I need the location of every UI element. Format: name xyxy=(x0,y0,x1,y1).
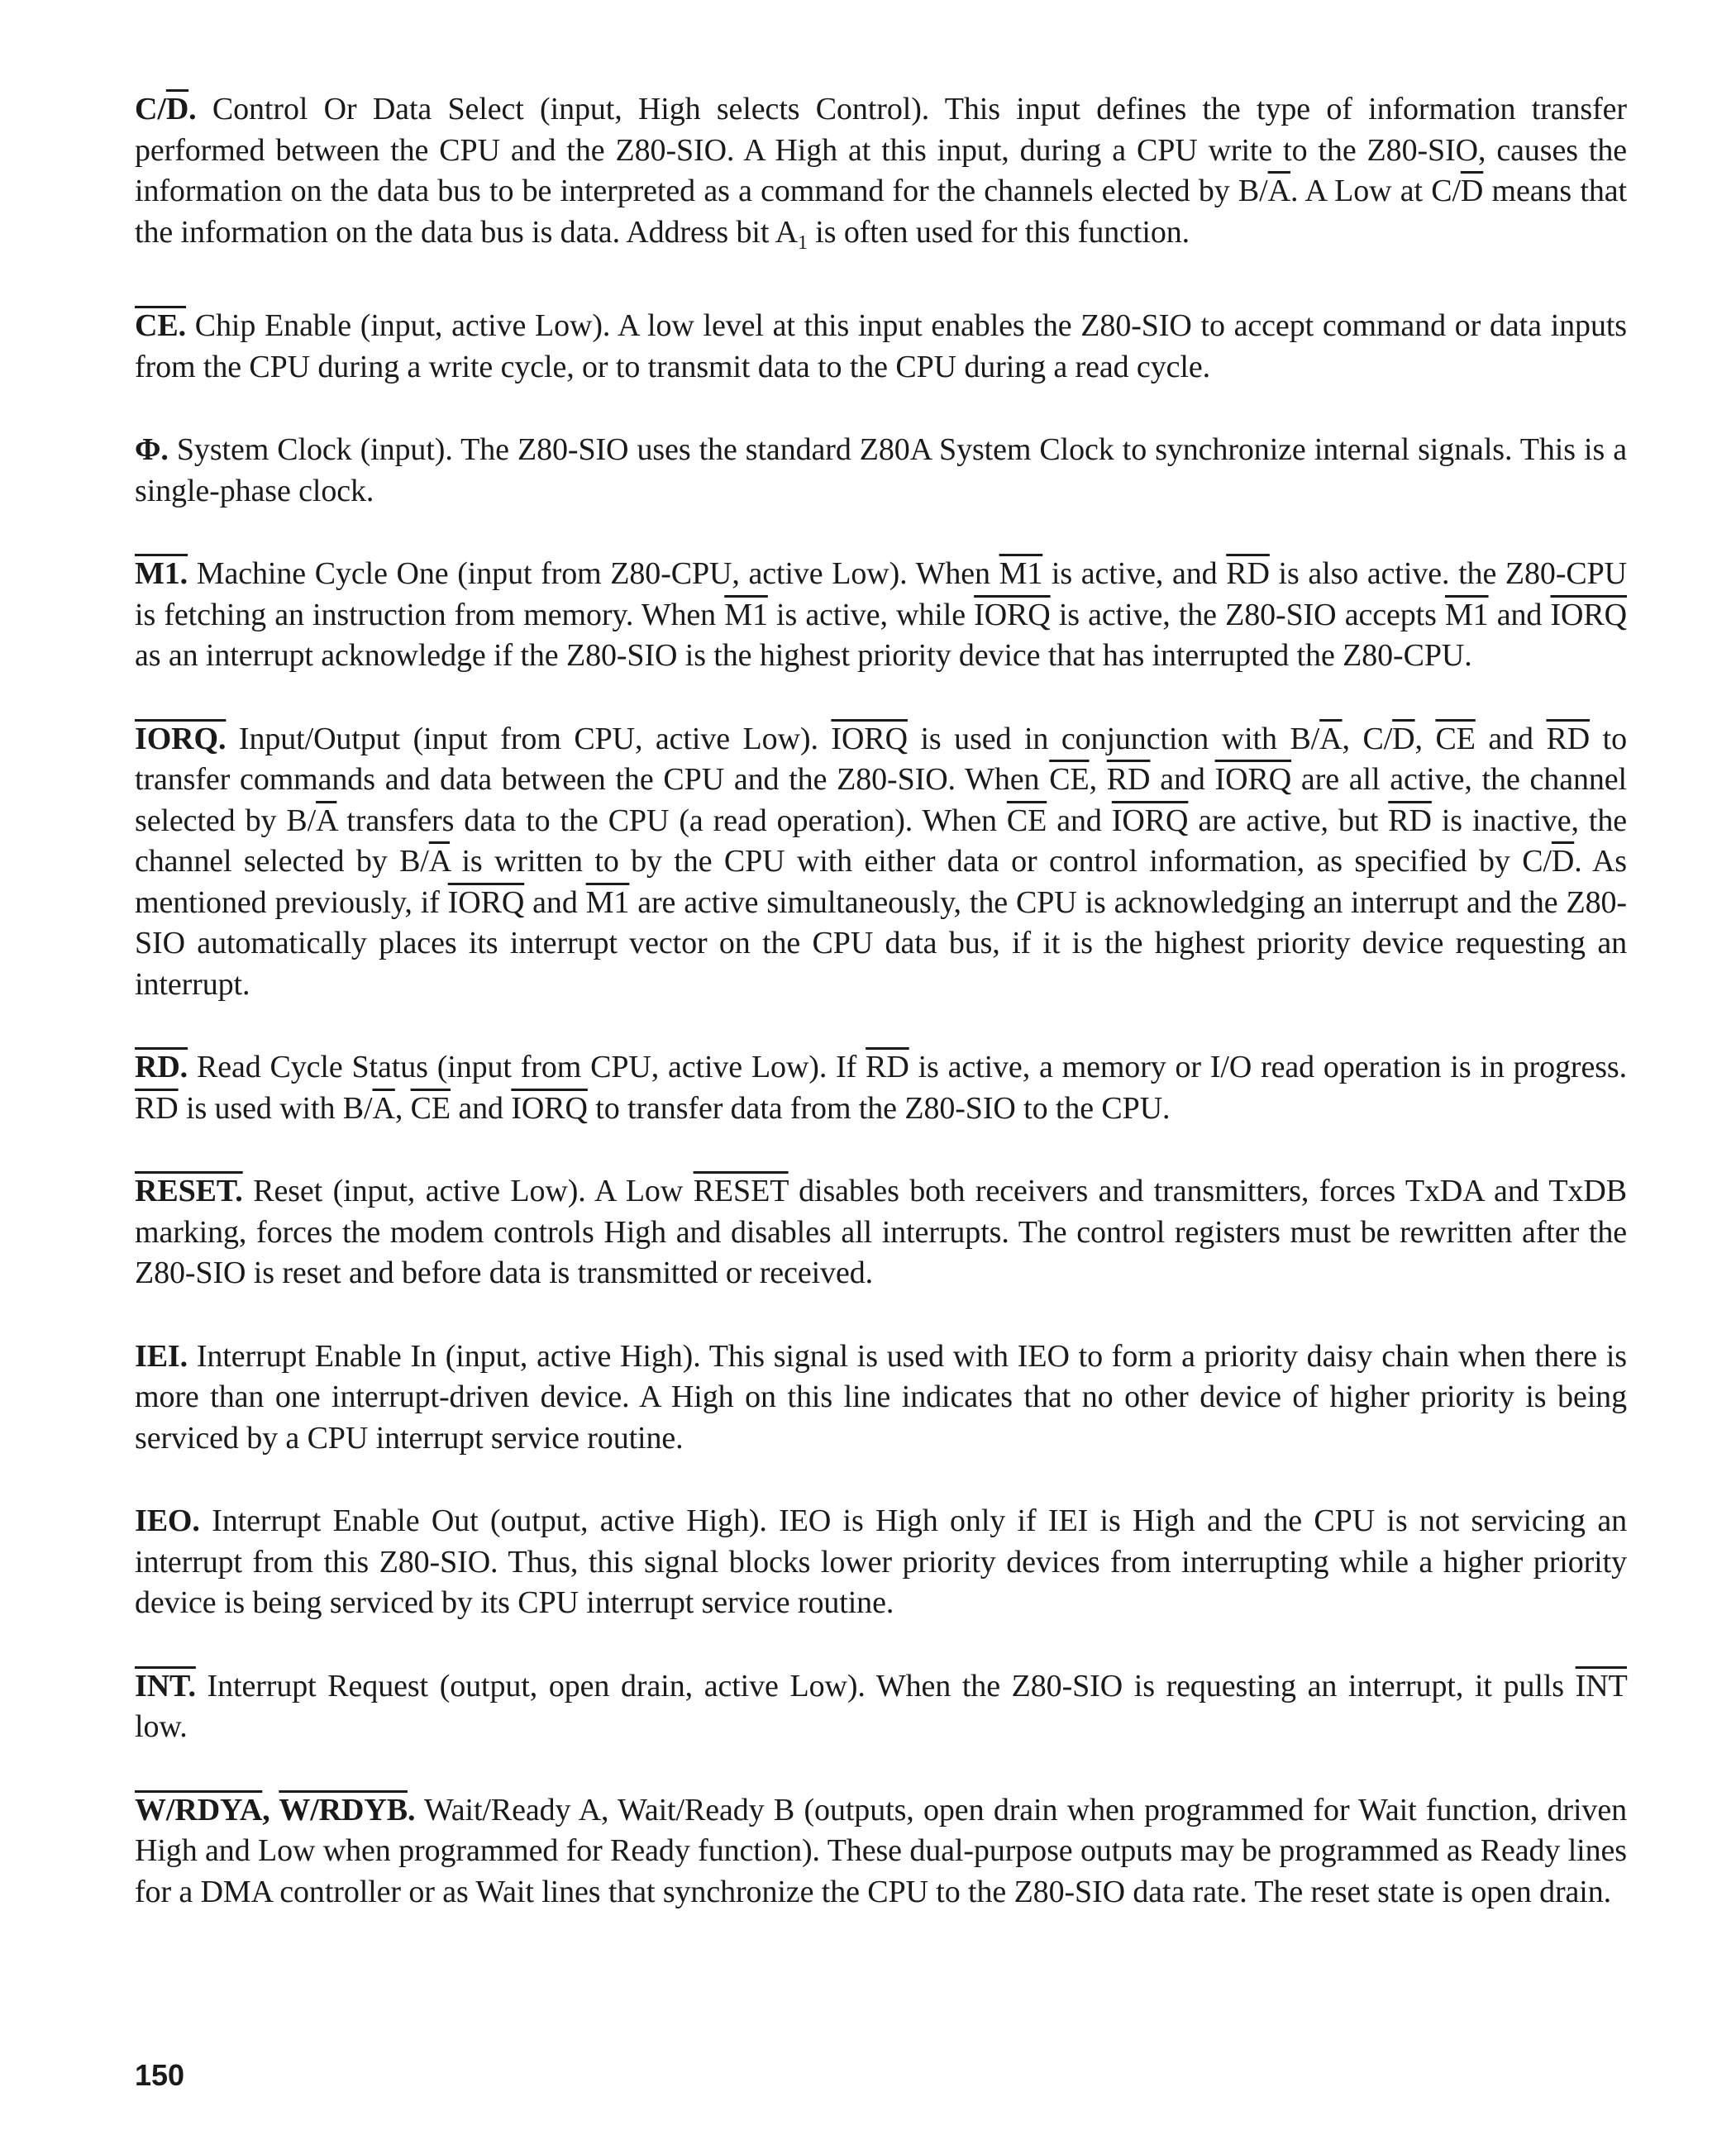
pin-description-ieo: IEO. Interrupt Enable Out (output, active High). IEO is High only if IEI is High and the CPU is not servicing an interrupt from this Z80-SIO. Thus, this signal blocks lower priority devices from interrupting while a higher priority device is being serviced by its CPU interrupt service routine. xyxy=(135,1503,1627,1620)
pin-name-m1: M1. xyxy=(135,556,188,591)
pin-description-cd: $C/\overline{D}$. Control Or Data Select (input, High selects Control). This input defines the type of information transfer performed between the CPU and the Z80-SIO. A High at this input, during a CPU write to the Z80-SIO, causes the information on the data bus to be interpreted as a command for the channels elected by $B/\overline{A}$. A Low at $C/\overline{D}$ means that the information on the data bus is data. Address bit $A_1$ is often used for this function. xyxy=(135,92,1627,254)
pin-description-reset: RESET. Reset (input, active Low). A Low RESET disables both receivers and transmitters, forces TxDA and TxDB marking, forces the modem controls High and disables all interrupts. The control registers must be rewritten after the Z80-SIO is reset and before data is transmitted or received. xyxy=(135,1174,1627,1290)
pin-description-wrdy: W/RDYA, W/RDYB. Wait/Ready A, Wait/Ready B (outputs, open drain when programmed for Wait function, driven High and Low when programmed for Ready function). These dual-purpose outputs may be programmed as Ready lines for a DMA controller or as Wait lines that synchronize the CPU to the Z80-SIO data rate. The reset state is open drain. xyxy=(135,1792,1627,1909)
page-number: 150 xyxy=(135,2058,185,2092)
pin-name-rd: RD. xyxy=(135,1050,188,1084)
pin-name-int: INT. xyxy=(135,1668,196,1703)
pin-name-wrdy: W/RDYA, W/RDYB. xyxy=(135,1792,416,1827)
pin-name-ce: CE. xyxy=(135,308,186,343)
pin-name-clock: Φ. xyxy=(135,432,169,467)
document-page xyxy=(135,89,1627,1955)
pin-description-iei: IEI. Interrupt Enable In (input, active High). This signal is used with IEO to form a priority daisy chain when there is more than one interrupt-driven device. A High on this line indicates that no other device of higher priority is being serviced by a CPU interrupt service routine. xyxy=(135,1338,1627,1456)
pin-name-iorq: IORQ. xyxy=(135,721,227,756)
pin-description-iorq: IORQ. Input/Output (input from CPU, active Low). IORQ is used in conjunction with $B/\overline{A}$, $C/\overline{D}$, $\overline{CE}$ and $\overline{RD}$ to transfer commands and data between the CPU and the Z80-SIO. When $\overline{CE}$, $\overline{RD}$ and IORQ are all active, the channel selected by $B/\overline{A}$ transfers data to the CPU (a read operation). When $\overline{CE}$ and IORQ are active, but $\overline{RD}$ is inactive, the channel selected by $B/\overline{A}$ is written to by the CPU with either data or control information, as specified by $C/\overline{D}$. As mentioned previously, if IORQ and M1 are active simultaneously, the CPU is acknowledging an interrupt and the Z80-SIO automatically places its interrupt vector on the CPU data bus, if it is the highest priority device requesting an interrupt. xyxy=(135,721,1627,1002)
pin-description-rd: RD. Read Cycle Status (input from CPU, active Low). If $\overline{RD}$ is active, a memory or I/O read operation is in progress. $\overline{RD}$ is used with $B/\overline{A}$, $\overline{CE}$ and IORQ to transfer data from the Z80-SIO to the CPU. xyxy=(135,1050,1627,1126)
pin-name-cd: $C/\overline{D}$. xyxy=(135,92,197,126)
pin-name-iei: IEI. xyxy=(135,1338,188,1374)
pin-name-reset: RESET. xyxy=(135,1174,243,1208)
pin-description-clock: Φ. System Clock (input). The Z80-SIO uses the standard Z80A System Clock to synchronize internal signals. This is a single-phase clock. xyxy=(135,432,1627,508)
pin-description-int: INT. Interrupt Request (output, open drain, active Low). When the Z80-SIO is requesting an interrupt, it pulls $\overline{INT}$ low. xyxy=(135,1668,1627,1744)
pin-description-m1: M1. Machine Cycle One (input from Z80-CPU, active Low). When M1 is active, and $\overline{RD}$ is also active. the Z80-CPU is fetching an instruction from memory. When M1 is active, while IORQ is active, the Z80-SIO accepts M1 and IORQ as an interrupt acknowledge if the Z80-SIO is the highest priority device that has interrupted the Z80-CPU. xyxy=(135,556,1627,673)
pin-description-ce: CE. Chip Enable (input, active Low). A low level at this input enables the Z80-SIO to accept command or data inputs from the CPU during a write cycle, or to transmit data to the CPU during a read cycle. xyxy=(135,308,1627,384)
pin-name-ieo: IEO. xyxy=(135,1503,200,1538)
